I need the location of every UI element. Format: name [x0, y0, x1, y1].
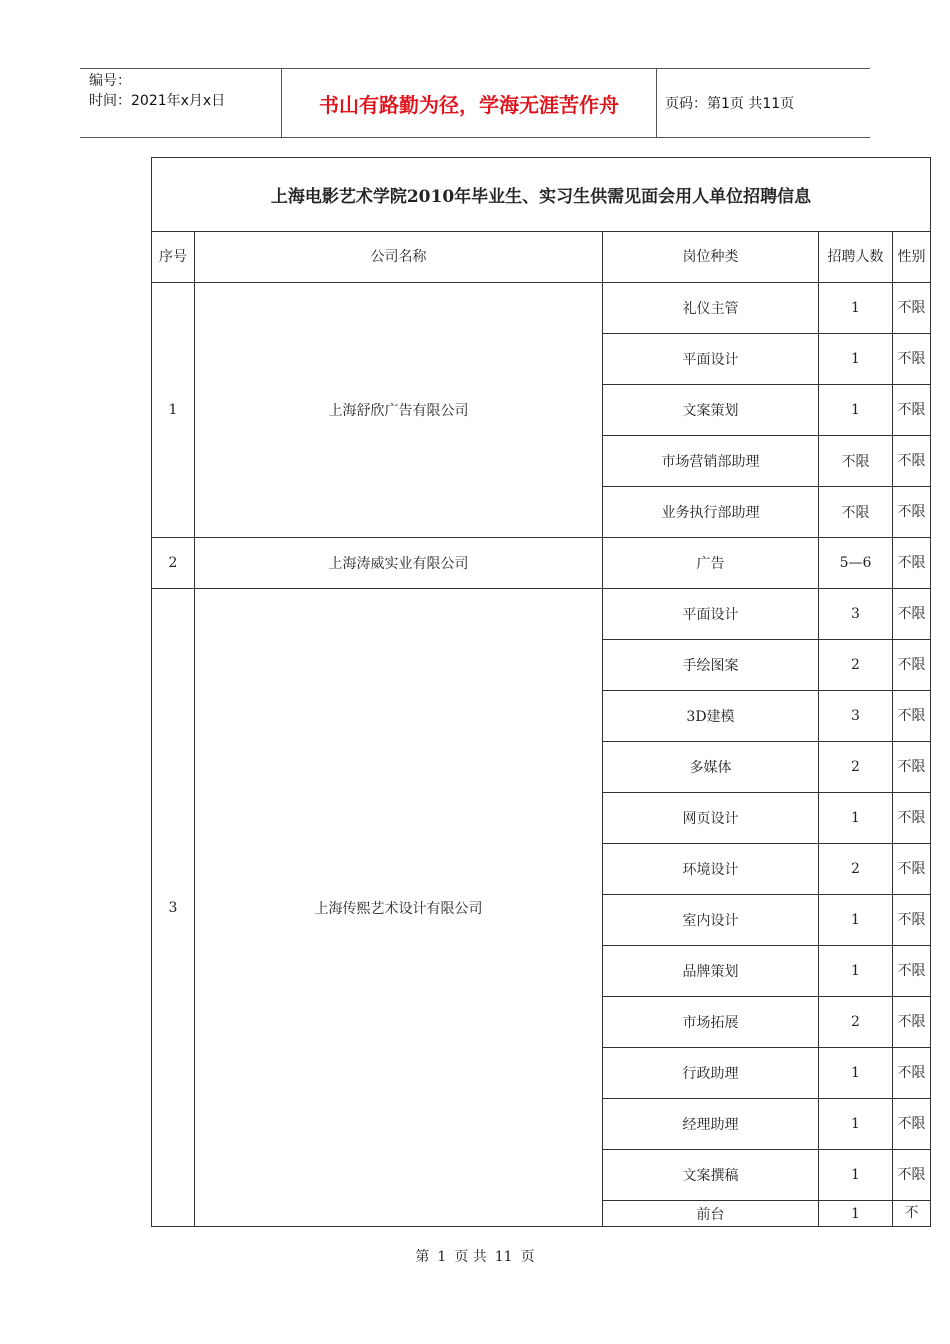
position-type: 文案撰稿 [603, 1150, 819, 1201]
position-type: 环境设计 [603, 844, 819, 895]
gender-requirement: 不限 [893, 1150, 931, 1201]
position-type: 广告 [603, 538, 819, 589]
position-type: 行政助理 [603, 1048, 819, 1099]
gender-requirement: 不限 [893, 385, 931, 436]
company-name: 上海舒欣广告有限公司 [195, 283, 603, 538]
footer-total-pages: 11 [494, 1249, 513, 1265]
header-motto: 书山有路勤为径，学海无涯苦作舟 [319, 92, 619, 117]
gender-requirement: 不限 [893, 487, 931, 538]
hire-count: 5—6 [819, 538, 893, 589]
position-type: 业务执行部助理 [603, 487, 819, 538]
hire-count: 2 [819, 844, 893, 895]
gender-requirement: 不限 [893, 997, 931, 1048]
gender-requirement: 不限 [893, 538, 931, 589]
table-header-row [152, 232, 931, 283]
gender-requirement: 不限 [893, 1048, 931, 1099]
header-divider [656, 69, 657, 137]
hire-count: 3 [819, 691, 893, 742]
position-type: 多媒体 [603, 742, 819, 793]
position-type: 市场拓展 [603, 997, 819, 1048]
hire-count: 1 [819, 1201, 893, 1227]
hire-count: 1 [819, 895, 893, 946]
position-type: 平面设计 [603, 334, 819, 385]
hire-count: 不限 [819, 436, 893, 487]
table-row [152, 283, 931, 334]
position-type: 经理助理 [603, 1099, 819, 1150]
col-header-sex: 性别 [893, 232, 931, 283]
company-number: 2 [152, 538, 195, 589]
header-page-info: 页码：第1页 共11页 [665, 96, 795, 112]
recruitment-table [151, 157, 931, 1227]
hire-count: 2 [819, 997, 893, 1048]
hire-count: 1 [819, 334, 893, 385]
col-header-no: 序号 [152, 232, 195, 283]
company-name: 上海涛威实业有限公司 [195, 538, 603, 589]
position-type: 室内设计 [603, 895, 819, 946]
gender-requirement: 不限 [893, 1099, 931, 1150]
gender-requirement: 不限 [893, 334, 931, 385]
footer-page-number: 1 [437, 1249, 447, 1265]
hire-count: 2 [819, 742, 893, 793]
hire-count: 1 [819, 946, 893, 997]
code-label: 编号： [89, 73, 131, 89]
hire-count: 1 [819, 385, 893, 436]
position-type: 网页设计 [603, 793, 819, 844]
gender-requirement: 不限 [893, 895, 931, 946]
table-row [152, 538, 931, 589]
footer-prefix: 第 [415, 1249, 430, 1265]
document-header [80, 68, 870, 138]
col-header-count: 招聘人数 [819, 232, 893, 283]
gender-requirement: 不限 [893, 793, 931, 844]
gender-requirement: 不 [893, 1201, 931, 1227]
gender-requirement: 不限 [893, 640, 931, 691]
header-meta [89, 71, 225, 111]
gender-requirement: 不限 [893, 946, 931, 997]
position-type: 3D建模 [603, 691, 819, 742]
hire-count: 1 [819, 1150, 893, 1201]
gender-requirement: 不限 [893, 691, 931, 742]
hire-count: 不限 [819, 487, 893, 538]
gender-requirement: 不限 [893, 844, 931, 895]
hire-count: 1 [819, 1048, 893, 1099]
hire-count: 1 [819, 1099, 893, 1150]
gender-requirement: 不限 [893, 742, 931, 793]
gender-requirement: 不限 [893, 283, 931, 334]
page-footer [0, 1246, 950, 1266]
position-type: 礼仪主管 [603, 283, 819, 334]
position-type: 手绘图案 [603, 640, 819, 691]
position-type: 前台 [603, 1201, 819, 1227]
position-type: 文案策划 [603, 385, 819, 436]
col-header-company: 公司名称 [195, 232, 603, 283]
time-label: 时间：2021年x月x日 [89, 93, 226, 109]
gender-requirement: 不限 [893, 589, 931, 640]
company-number: 1 [152, 283, 195, 538]
footer-suffix: 页 [520, 1249, 535, 1265]
hire-count: 1 [819, 283, 893, 334]
table-row [152, 589, 931, 640]
company-name: 上海传熙艺术设计有限公司 [195, 589, 603, 1227]
col-header-position: 岗位种类 [603, 232, 819, 283]
position-type: 市场营销部助理 [603, 436, 819, 487]
position-type: 平面设计 [603, 589, 819, 640]
footer-mid: 页 共 [454, 1249, 487, 1265]
hire-count: 2 [819, 640, 893, 691]
position-type: 品牌策划 [603, 946, 819, 997]
table-title: 上海电影艺术学院2010年毕业生、实习生供需见面会用人单位招聘信息 [152, 158, 931, 232]
hire-count: 3 [819, 589, 893, 640]
company-number: 3 [152, 589, 195, 1227]
hire-count: 1 [819, 793, 893, 844]
gender-requirement: 不限 [893, 436, 931, 487]
